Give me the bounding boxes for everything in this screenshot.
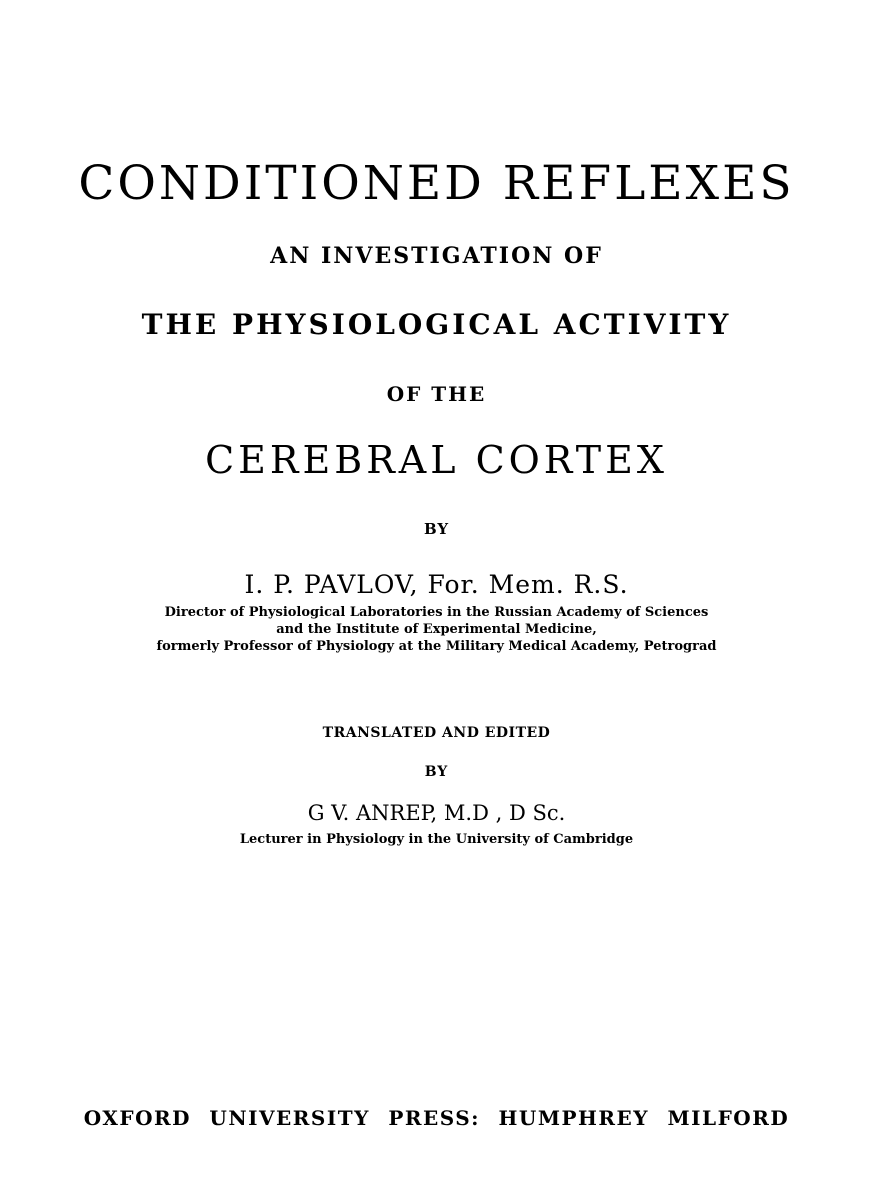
subtitle-line-1: AN INVESTIGATION OF bbox=[270, 243, 603, 269]
author-name: I. P. PAVLOV, For. Mem. R.S. bbox=[244, 570, 629, 599]
main-title: CONDITIONED REFLEXES bbox=[78, 156, 795, 211]
translator-name: G V. ANREP, M.D , D Sc. bbox=[307, 801, 566, 825]
credential-line-1: Director of Physiological Laboratories in the Russian Academy of Sciences bbox=[164, 605, 709, 620]
subtitle-line-3: OF THE bbox=[386, 382, 487, 406]
subtitle-line-4: CEREBRAL CORTEX bbox=[205, 438, 668, 482]
credential-line-2: and the Institute of Experimental Medicine, bbox=[276, 622, 597, 637]
publisher: OXFORD UNIVERSITY PRESS: HUMPHREY MILFORD bbox=[83, 1106, 790, 1130]
by-label-2: BY bbox=[424, 764, 449, 780]
translated-label: TRANSLATED AND EDITED bbox=[322, 725, 551, 741]
credential-line-3: formerly Professor of Physiology at the Military Medical Academy, Petrograd bbox=[156, 639, 717, 654]
author-credentials bbox=[0, 604, 873, 655]
subtitle-line-2: THE PHYSIOLOGICAL ACTIVITY bbox=[141, 308, 732, 341]
translator-role: Lecturer in Physiology in the University of Cambridge bbox=[239, 832, 634, 847]
by-label: BY bbox=[423, 520, 450, 538]
